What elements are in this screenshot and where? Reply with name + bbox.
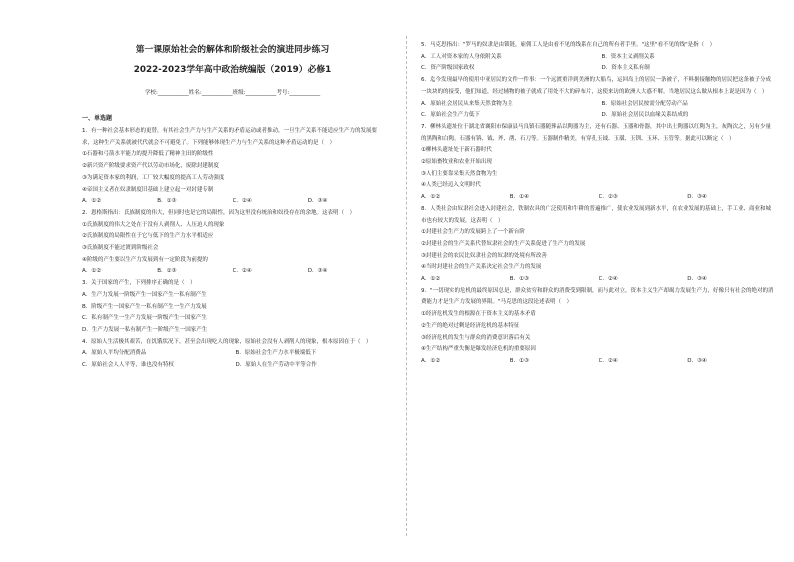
- question-block: [82, 208, 383, 278]
- answer-option: C．资产阶级国家政权: [421, 65, 475, 72]
- question-stem: 6．迄今发现最早的使用中亚居民的文件一件事：一个远渡重洋到美洲的大船鸟，运回岛上的居民一条被子，不料据接触物的居民把这条被子分成一块块的的接受，他们知道，经过辅物的被子就成了用处不大的碎布片，这使来访的欧洲人大惑不解。当地居民这么做从根本上说是因为（ ）: [421, 77, 772, 95]
- question-stem: 3．关于国家的产生，下列排序正确的是（ ）: [82, 280, 196, 287]
- statement-item: ②原始畜牧业和农业开始出现: [421, 159, 492, 166]
- answer-options: [82, 196, 383, 208]
- statement-item: ①氏族制度的伟大之处在于没有人剥削人、人压迫人的现象: [82, 221, 225, 228]
- answer-options: [82, 348, 383, 371]
- question-block: [421, 286, 776, 368]
- question-block: [82, 126, 383, 208]
- answer-option: D．③④: [307, 268, 328, 275]
- answer-option: A．①②: [421, 194, 441, 201]
- document-title: 第一课原始社会的解体和阶级社会的演进同步练习: [135, 45, 330, 55]
- answer-option: A．原始人平均分配消费品: [82, 350, 147, 357]
- document-subtitle: 2022-2023学年高中政治统编版（2019）必修1: [133, 65, 332, 75]
- question-block: [421, 122, 776, 204]
- statement-item: ②氏族制度的局限性在于它与低下的生产力水平相适应: [82, 233, 214, 240]
- answer-option: A．原始社会居民从来集天然食物为主: [421, 100, 513, 107]
- answer-option: B．资本主义剥削关系: [601, 53, 655, 60]
- question-stem: 4．原始人生活极其艰苦，在饥饿状况下，甚至会出现吃人的现象，原始社会没有人剥削人的现象，根本原因在于（ ）: [82, 338, 372, 345]
- answer-option: D．③④: [687, 276, 707, 283]
- answer-option: B．①④: [509, 194, 529, 201]
- statement-item: ③为满足资本家的利润，工厂较大幅度的提高工人劳动强度: [82, 174, 225, 181]
- answer-option: B．原始社会居民按需分配劳动产品: [601, 100, 688, 107]
- answer-option: B．①③: [157, 268, 177, 275]
- section-heading: 一、单选题: [82, 115, 113, 122]
- answer-option: A．①②: [421, 357, 441, 364]
- answer-option: C．②④: [232, 268, 252, 275]
- statement-item: ①柳林头遗址处于新石器时代: [421, 147, 492, 154]
- answer-option: C．原始社会人人平等，谁也没有特权: [82, 362, 174, 369]
- right-page: [397, 0, 794, 562]
- answer-option: D．③④: [687, 194, 707, 201]
- question-stem: 9．"一切现实的危机的最终原因总是，群众贫穷和群众的消费受到限制，而与此对立，资本主义生产却竭力发展生产力，好像只有社会的绝对的消费能力才是生产力发展的界限。"马克思的这段论述表明（ ）: [421, 287, 774, 306]
- question-block: [421, 75, 776, 122]
- answer-option: B．①③: [509, 276, 529, 283]
- statement-item: ③氏族制度不能过渡到阶级社会: [82, 245, 159, 252]
- answer-option: C．②④: [598, 276, 618, 283]
- answer-option: D．③④: [307, 198, 328, 205]
- answer-option: A．①②: [82, 198, 102, 205]
- answer-option: C．②④: [232, 198, 252, 205]
- statement-item: ②封建社会的生产关系代替奴隶社会的生产关系促进了生产力的发展: [421, 240, 586, 247]
- statement-item: ④生产结构严重失衡是爆发经济危机的重要原因: [421, 346, 536, 353]
- statement-item: ③人们主要靠采集天然食物为生: [421, 170, 498, 177]
- question-stem: 7．柳林头遗址位于湖北省襄阳市保康县马良镇石器随葬品以陶器为主，还有石器、玉器和骨器，其中出土陶器以红陶为主，灰陶次之，另有少量的黑陶和白陶。石器有锛、钺、斧、凿、石刀等。玉器制作精美，有穿孔玉钺、玉璜、玉钏、玉环、玉管等。据此可以断定（ ）: [421, 123, 772, 142]
- answer-option: D．③④: [687, 357, 707, 364]
- statement-item: C．私有制产生一生产力发展一阶级产生一国家产生: [82, 315, 207, 322]
- question-stem: 5．马克思指出："罗马的奴隶是由锁链，雇佣工人是由看不见的线系在自己的所有者手里。"这里"看不见的线"是指（ ）: [421, 42, 716, 48]
- statement-item: ①石器和弓箭水平能力的提升降低了精神主田的阶级性: [82, 151, 214, 158]
- answer-option: A．①②: [421, 276, 441, 283]
- answer-options: [421, 192, 776, 204]
- answer-option: C．原始社会生产力低下: [421, 112, 480, 119]
- statement-item: ④阶级的产生要以生产力发展到有一定阶段为前提的: [82, 256, 208, 263]
- statement-item: ②生产的绝对过剩是经济危机的基本特征: [421, 322, 520, 329]
- answer-option: D．原始社会居民以血缘关系结成的: [601, 112, 689, 119]
- question-stem: 2．恩格斯指出：氏族制度的伟大，但同时也是它的局限性，因为这里没有统治和奴役存在的余地。这表明（ ）: [82, 209, 356, 216]
- statement-item: ④帝国主义者在奴隶制度旧基础上建立起一对封建专制: [82, 186, 214, 193]
- question-block: [82, 278, 383, 337]
- statement-item: ②新兴资产阶级要求资产代以劳动市场化，废除封建制度: [82, 163, 219, 170]
- answer-options: [421, 99, 776, 122]
- answer-option: B．①③: [509, 357, 529, 364]
- answer-options: [421, 356, 776, 368]
- answer-option: A．①②: [82, 268, 102, 275]
- statement-item: ④当时封建社会的生产关系决定社会生产力的发展: [421, 264, 542, 271]
- statement-item: A．生产力发展一阶级产生一国家产生一私有制产生: [82, 291, 207, 298]
- left-question-list: [82, 126, 383, 372]
- question-block: [82, 337, 383, 372]
- answer-option: D．资本主义私有制: [601, 65, 650, 72]
- statement-item: ①经济危机发生的根源在于资本主义的基本矛盾: [421, 311, 536, 318]
- statement-item: ③封建社会的农民比奴隶社会的奴隶的处境有所改善: [421, 252, 547, 259]
- answer-option: A．工人对资本家的人身依附关系: [421, 53, 502, 60]
- statement-item: ①封建社会生产力的发展跨上了一个新台阶: [421, 229, 525, 236]
- student-info-line: 学校:___________姓名:___________班级:___________考号:___________: [144, 90, 321, 96]
- statement-item: ④人类已经迈入文明时代: [421, 182, 481, 189]
- question-block: [421, 40, 776, 75]
- answer-options: [421, 52, 776, 75]
- question-stem: 8．人类社会由奴隶社会进入封建社会，铁制农具的广泛使用和牛耕的普遍推广，使农业发展到新水平，在农业发展的基础上，手工业、商业和城市也有较大的发展，这表明（ ）: [421, 205, 772, 224]
- answer-option: B．原始社会生产力水平极端低下: [235, 350, 317, 357]
- right-question-list: [421, 40, 776, 368]
- answer-option: B．①③: [157, 198, 177, 205]
- statement-item: ③经济危机的发生与群众的消费意识落后有关: [421, 334, 531, 341]
- answer-options: [421, 274, 776, 286]
- answer-options: [82, 266, 383, 278]
- answer-option: C．②③: [598, 194, 618, 201]
- question-stem: 1．有一种社会基本形态的更替，有其社会生产力与生产关系的矛盾运动或者推动，一旦生产关系不能适应生产力的发展要求，这种生产关系就被代代就会不可避免了。下列能够体现生产力与生产关系的这种矛盾运动的是（ ）: [82, 128, 378, 146]
- answer-option: D．原始人在生产劳动中平等合作: [235, 362, 317, 369]
- answer-option: C．②④: [598, 357, 618, 364]
- statement-item: B．阶级产生一国家产生一私有制产生一生产力发展: [82, 303, 207, 310]
- statement-item: D．生产力发展一私有制产生一阶级产生一国家产生: [82, 326, 208, 333]
- question-block: [421, 204, 776, 286]
